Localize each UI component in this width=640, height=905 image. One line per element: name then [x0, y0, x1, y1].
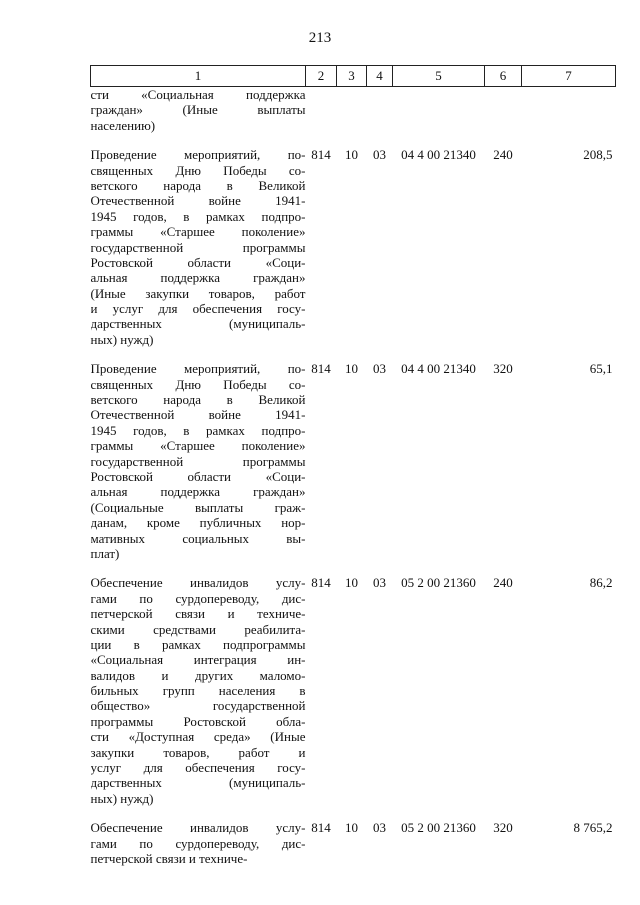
row-name-line: граммы «Старшее поколение»	[90, 224, 306, 240]
budget-table	[90, 65, 616, 866]
subsection-code-cell: 03	[373, 820, 386, 836]
ministry-code-cell: 814	[311, 820, 331, 836]
row-name-line: ных) нужд)	[90, 331, 154, 347]
row-name-line: программы Ростовской обла-	[90, 713, 306, 729]
section-code-cell: 10	[345, 575, 358, 591]
row-name-line: государственной программы	[90, 453, 306, 469]
row-name-line: общество» государственной	[90, 698, 306, 714]
section-code-cell: 10	[345, 820, 358, 836]
row-name-line: (Социальные выплаты граж-	[90, 499, 306, 515]
table-row	[91, 820, 616, 866]
row-name-line: услуг для обеспечения госу-	[90, 760, 306, 776]
column-header-6: 6	[485, 66, 522, 87]
row-name-line: скими средствами реабилита-	[90, 621, 306, 637]
row-name-line: альная поддержка граждан»	[90, 270, 306, 286]
row-name-line: (Иные закупки товаров, работ	[90, 285, 306, 301]
target-article-cell: 05 2 00 21360	[401, 575, 476, 591]
row-name-line: Проведение мероприятий, по-	[90, 147, 306, 163]
column-header-4: 4	[367, 66, 393, 87]
table-row	[91, 361, 616, 575]
row-name-line: «Социальная интеграция ин-	[90, 652, 306, 668]
target-article-cell: 05 2 00 21360	[401, 820, 476, 836]
row-name-line: ветского народа в Великой	[90, 392, 306, 408]
row-name-line: и услуг для обеспечения госу-	[90, 301, 306, 317]
expense-type-cell: 240	[493, 147, 513, 163]
row-name-line: Отечественной войне 1941-	[90, 407, 306, 423]
subsection-code-cell: 03	[373, 361, 386, 377]
expense-type-cell: 320	[493, 361, 513, 377]
column-header-3: 3	[337, 66, 367, 87]
page-number: 213	[308, 30, 332, 46]
expense-type-cell: 320	[493, 820, 513, 836]
ministry-code-cell: 814	[311, 361, 331, 377]
row-name-line: Ростовской области «Соци-	[90, 254, 306, 270]
row-name-cell	[91, 147, 306, 361]
table-row	[91, 87, 616, 148]
row-name-line: граждан» (Иные выплаты	[90, 102, 306, 118]
row-name-line: плат)	[90, 545, 120, 561]
row-name-line: закупки товаров, работ и	[90, 744, 306, 760]
row-name-line: 1945 годов, в рамках подпро-	[90, 208, 306, 224]
column-header-5: 5	[393, 66, 485, 87]
column-header-2: 2	[306, 66, 337, 87]
target-article-cell: 04 4 00 21340	[401, 361, 476, 377]
target-article-cell	[393, 87, 485, 148]
row-name-cell	[91, 361, 306, 575]
row-name-line: данам, кроме публичных нор-	[90, 515, 306, 531]
row-name-cell	[91, 820, 306, 866]
amount-cell: 8 765,2	[573, 820, 613, 836]
row-name-line: Обеспечение инвалидов услу-	[90, 575, 306, 591]
row-name-line: сти «Социальная поддержка	[90, 87, 306, 102]
row-name-line: священных Дню Победы со-	[90, 162, 306, 178]
subsection-code-cell	[367, 87, 393, 148]
subsection-code-cell: 03	[373, 575, 386, 591]
table-row	[91, 147, 616, 361]
row-name-cell	[91, 87, 306, 148]
row-name-line: священных Дню Победы со-	[90, 376, 306, 392]
amount-cell: 86,2	[589, 575, 613, 591]
table-body	[91, 87, 616, 867]
expense-type-cell	[485, 87, 522, 148]
amount-cell	[522, 87, 616, 148]
row-name-line: ных) нужд)	[90, 790, 154, 806]
target-article-cell: 04 4 00 21340	[401, 147, 476, 163]
row-name-line: государственной программы	[90, 239, 306, 255]
row-name-line: ции в рамках подпрограммы	[90, 636, 306, 652]
row-name-line: дарственных (муниципаль-	[90, 316, 306, 332]
amount-cell: 208,5	[583, 147, 613, 163]
expense-type-cell: 240	[493, 575, 513, 591]
row-name-line: граммы «Старшее поколение»	[90, 438, 306, 454]
row-name-line: гами по сурдопереводу, дис-	[90, 590, 306, 606]
row-name-line: Обеспечение инвалидов услу-	[90, 820, 306, 836]
row-name-line: мативных социальных вы-	[90, 530, 306, 546]
row-name-line: валидов и других маломо-	[90, 667, 306, 683]
row-name-line: петчерской связи и техниче-	[90, 850, 248, 866]
row-name-line: ветского народа в Великой	[90, 177, 306, 193]
subsection-code-cell: 03	[373, 147, 386, 163]
row-name-line: Ростовской области «Соци-	[90, 468, 306, 484]
section-code-cell: 10	[345, 147, 358, 163]
ministry-code-cell	[306, 87, 337, 148]
section-code-cell	[337, 87, 367, 148]
row-name-cell	[91, 575, 306, 820]
row-name-line: альная поддержка граждан»	[90, 484, 306, 500]
column-header-7: 7	[522, 66, 616, 87]
row-name-line: сти «Доступная среда» (Иные	[90, 729, 306, 745]
row-name-line: бильных групп населения в	[90, 683, 306, 699]
row-name-line: населению)	[90, 117, 156, 133]
table-row	[91, 575, 616, 820]
column-header-1: 1	[91, 66, 306, 87]
section-code-cell: 10	[345, 361, 358, 377]
column-number-header-row	[91, 66, 616, 87]
row-name-line: дарственных (муниципаль-	[90, 775, 306, 791]
ministry-code-cell: 814	[311, 147, 331, 163]
amount-cell: 65,1	[589, 361, 613, 377]
ministry-code-cell: 814	[311, 575, 331, 591]
row-name-line: 1945 годов, в рамках подпро-	[90, 422, 306, 438]
row-name-line: Отечественной войне 1941-	[90, 193, 306, 209]
row-name-line: гами по сурдопереводу, дис-	[90, 835, 306, 851]
row-name-line: петчерской связи и техниче-	[90, 606, 306, 622]
row-name-line: Проведение мероприятий, по-	[90, 361, 306, 377]
